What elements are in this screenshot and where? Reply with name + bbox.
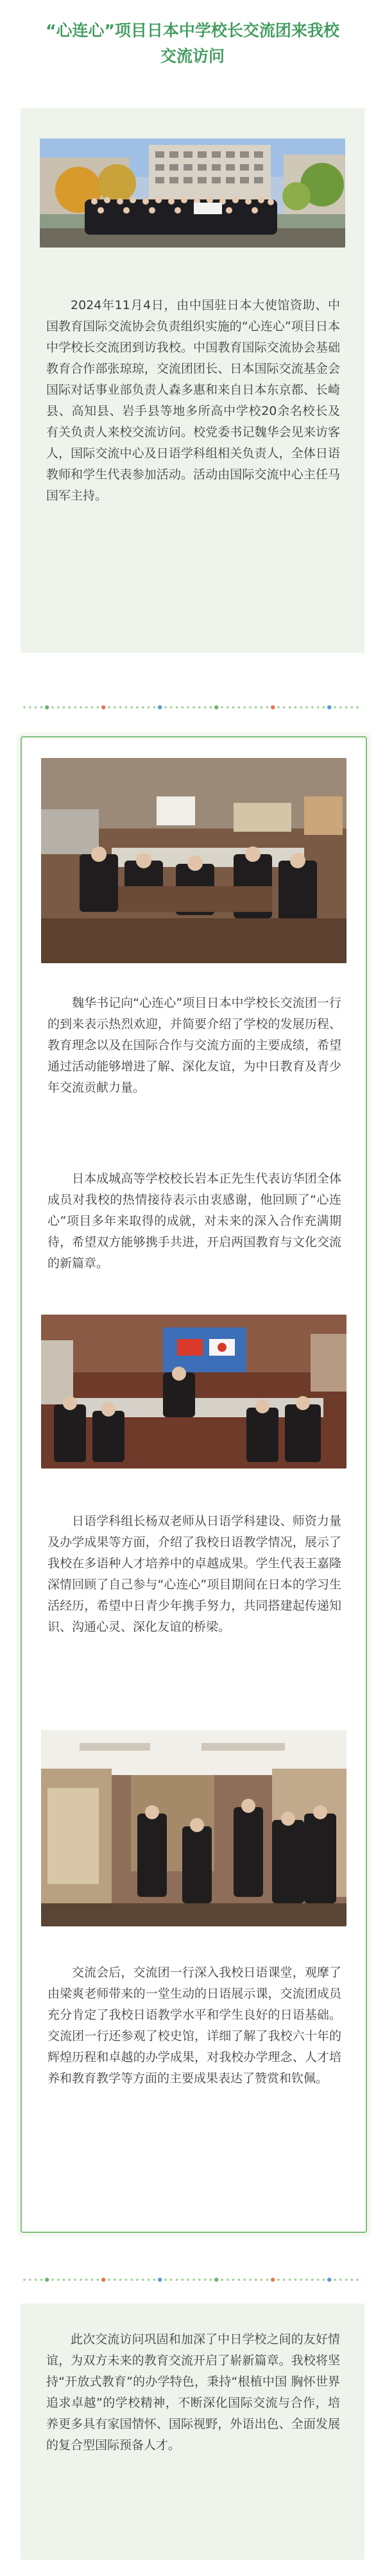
divider-dot bbox=[334, 2278, 336, 2281]
divider-dot bbox=[311, 2278, 314, 2281]
divider-dot bbox=[261, 2278, 263, 2281]
divider-dot bbox=[193, 706, 195, 709]
divider-dot bbox=[97, 2278, 99, 2281]
divider-dot bbox=[334, 706, 336, 709]
divider-dot bbox=[158, 705, 162, 709]
divider-dot bbox=[317, 2278, 320, 2281]
divider-dot bbox=[198, 2278, 201, 2281]
divider-dot bbox=[164, 2278, 167, 2281]
divider-dot bbox=[249, 706, 252, 709]
divider-dot bbox=[327, 705, 331, 709]
divider-dot bbox=[289, 2278, 291, 2281]
article-title-line2: 交流访问 bbox=[160, 47, 225, 65]
divider-dot bbox=[74, 706, 76, 709]
divider-dot bbox=[130, 2278, 133, 2281]
divider-dot bbox=[176, 2278, 178, 2281]
divider-dot bbox=[210, 2278, 212, 2281]
divider-dot bbox=[63, 706, 65, 709]
divider-dot bbox=[271, 705, 275, 709]
divider-dot bbox=[187, 2278, 189, 2281]
divider-dot bbox=[35, 2278, 37, 2281]
divider-dot bbox=[323, 706, 325, 709]
divider-dot bbox=[204, 706, 207, 709]
divider-dot bbox=[158, 2278, 162, 2282]
divider-dot bbox=[148, 706, 150, 709]
divider-dot bbox=[114, 2278, 116, 2281]
divider-dot bbox=[40, 706, 43, 709]
divider-dot bbox=[108, 2278, 110, 2281]
divider-dot bbox=[295, 706, 297, 709]
divider-dot bbox=[101, 2278, 105, 2282]
divider-dot bbox=[311, 706, 314, 709]
divider-dot bbox=[356, 706, 359, 709]
divider-dot bbox=[300, 2278, 302, 2281]
divider-dot bbox=[80, 706, 82, 709]
divider-dot bbox=[295, 2278, 297, 2281]
divider-dot bbox=[345, 706, 348, 709]
visitor-speech-paragraph: 日本成城高等学校校长岩本正先生代表访华团全体成员对我校的热情接待表示由衷感谢，他回顾了“心连心”项目多年来取得的成就，对未来的深入合作充满期待，希望双方能够携手共进，开启两国教育与文化交流的新篇章。 bbox=[47, 1172, 341, 1270]
divider-dot bbox=[23, 2278, 26, 2281]
divider-dot bbox=[125, 2278, 128, 2281]
divider-dot bbox=[182, 2278, 184, 2281]
divider-dot bbox=[101, 705, 105, 709]
divider-dot bbox=[283, 706, 286, 709]
divider-dot bbox=[91, 706, 94, 709]
intro-paragraph: 2024年11月4日，由中国驻日本大使馆资助、中国教育国际交流协会负责组织实施的“心连心”项目日本中学校长交流团到访我校。中国教育国际交流协会基础教育合作部张琼琼，交流团团长、日本国际交流基金会国际对话事业部负责人森多惠和来自日本东京都、长崎县、高知县、岩手县等地多所高中学校20余名校长及有关负责人来校交流访问。校党委书记魏华会见来访客人，国际交流中心及日语学科组相关负责人，全体日语教师和学生代表参加活动。活动由国际交流中心主任马国军主持。 bbox=[46, 298, 340, 503]
divider-dot bbox=[317, 706, 320, 709]
divider-dot bbox=[221, 706, 223, 709]
divider-dot bbox=[289, 706, 291, 709]
divider-dot bbox=[271, 2278, 275, 2282]
divider-dot bbox=[204, 2278, 207, 2281]
divider-dot bbox=[170, 2278, 173, 2281]
divider-dot bbox=[108, 706, 110, 709]
divider-dot bbox=[214, 2278, 218, 2282]
divider-dot bbox=[45, 2278, 49, 2282]
divider-dot bbox=[232, 706, 235, 709]
divider-dot bbox=[130, 706, 133, 709]
divider-dot bbox=[232, 2278, 235, 2281]
divider-dot bbox=[142, 2278, 144, 2281]
divider-dot bbox=[119, 706, 122, 709]
conclusion-card bbox=[21, 2303, 364, 2560]
divider-dot bbox=[266, 2278, 269, 2281]
divider-dot bbox=[277, 2278, 280, 2281]
divider-dot bbox=[261, 706, 263, 709]
divider-dot bbox=[238, 706, 241, 709]
divider-dot bbox=[323, 2278, 325, 2281]
divider-dot bbox=[148, 2278, 150, 2281]
divider-dot bbox=[85, 2278, 88, 2281]
divider-dot bbox=[187, 706, 189, 709]
divider-dot bbox=[351, 2278, 354, 2281]
divider-dot bbox=[97, 706, 99, 709]
teacher-student-paragraph: 日语学科组长杨双老师从日语学科建设、师资力量及办学成果等方面，介绍了我校日语教学情况，展示了我校在多语种人才培养中的卓越成果。学生代表王嘉隆深情回顾了自己参与“心连心”项目期间在日本的学习生活经历，希望中日青少年携手努力，共同搭建起传递知识、沟通心灵、深化友谊的桥梁。 bbox=[47, 1514, 341, 1634]
divider-dot bbox=[57, 2278, 60, 2281]
divider-dot bbox=[238, 2278, 241, 2281]
conclusion-paragraph: 此次交流访问巩固和加深了中日学校之间的友好情谊，为双方未来的教育交流开启了崭新篇章。我校将坚持“开放式教育”的办学特色，秉持“根植中国 胸怀世界 追求卓越”的学校精神，不断深化国际交流与合作，培养更多具有家国情怀、国际视野，外语出色、全面发展的复合型国际预备人才。 bbox=[46, 2332, 340, 2452]
divider-dot bbox=[80, 2278, 82, 2281]
divider-dot bbox=[51, 706, 54, 709]
meeting-room-photo bbox=[41, 758, 346, 963]
divider-dot bbox=[136, 2278, 139, 2281]
dot-divider-2 bbox=[22, 2277, 363, 2283]
divider-dot bbox=[339, 2278, 342, 2281]
divider-dot bbox=[255, 706, 257, 709]
divider-dot bbox=[266, 706, 269, 709]
divider-dot bbox=[29, 706, 31, 709]
divider-dot bbox=[40, 2278, 43, 2281]
divider-dot bbox=[345, 2278, 348, 2281]
article-title-line1: “心连心”项目日本中学校长交流团来我校 bbox=[46, 21, 339, 40]
group-photo bbox=[40, 139, 345, 248]
meeting-card bbox=[21, 736, 367, 2233]
divider-dot bbox=[119, 2278, 122, 2281]
divider-dot bbox=[300, 706, 302, 709]
divider-dot bbox=[45, 705, 49, 709]
divider-dot bbox=[114, 706, 116, 709]
divider-dot bbox=[29, 2278, 31, 2281]
divider-dot bbox=[153, 706, 156, 709]
divider-dot bbox=[69, 706, 71, 709]
divider-dot bbox=[136, 706, 139, 709]
divider-dot bbox=[125, 706, 128, 709]
divider-dot bbox=[164, 706, 167, 709]
divider-dot bbox=[210, 706, 212, 709]
divider-dot bbox=[339, 706, 342, 709]
divider-dot bbox=[51, 2278, 54, 2281]
divider-dot bbox=[227, 706, 229, 709]
presentation-photo bbox=[41, 1315, 346, 1469]
divider-dot bbox=[142, 706, 144, 709]
divider-dot bbox=[243, 706, 246, 709]
divider-dot bbox=[74, 2278, 76, 2281]
divider-dot bbox=[193, 2278, 195, 2281]
divider-dot bbox=[69, 2278, 71, 2281]
divider-dot bbox=[35, 706, 37, 709]
divider-dot bbox=[277, 706, 280, 709]
divider-dot bbox=[57, 706, 60, 709]
divider-dot bbox=[182, 706, 184, 709]
intro-card bbox=[21, 108, 364, 653]
divider-dot bbox=[23, 706, 26, 709]
divider-dot bbox=[305, 2278, 308, 2281]
divider-dot bbox=[227, 2278, 229, 2281]
divider-dot bbox=[327, 2278, 331, 2282]
divider-dot bbox=[283, 2278, 286, 2281]
classroom-visit-paragraph: 交流会后，交流团一行深入我校日语课堂，观摩了由梁爽老师带来的一堂生动的日语展示课，交流团成员充分肯定了我校日语教学水平和学生良好的日语基础。交流团一行还参观了校史馆，详细了解了我校六十年的辉煌历程和卓越的办学成果，对我校办学理念、人才培养和教育教学等方面的主要成果表达了赞赏和钦佩。 bbox=[47, 1966, 341, 2085]
divider-dot bbox=[243, 2278, 246, 2281]
article-title bbox=[13, 18, 372, 69]
divider-dot bbox=[305, 706, 308, 709]
welcome-paragraph: 魏华书记向“心连心”项目日本中学校长交流团一行的到来表示热烈欢迎，并简要介绍了学校的发展历程、教育理念以及在国际合作与交流方面的主要成绩，希望通过活动能够增进了解、深化友谊，为中日教育及青少年交流贡献力量。 bbox=[47, 996, 341, 1095]
divider-dot bbox=[249, 2278, 252, 2281]
divider-dot bbox=[221, 2278, 223, 2281]
divider-dot bbox=[63, 2278, 65, 2281]
divider-dot bbox=[351, 706, 354, 709]
divider-dot bbox=[176, 706, 178, 709]
divider-dot bbox=[170, 706, 173, 709]
divider-dot bbox=[255, 2278, 257, 2281]
divider-dot bbox=[85, 706, 88, 709]
divider-dot bbox=[153, 2278, 156, 2281]
divider-dot bbox=[198, 706, 201, 709]
divider-dot bbox=[91, 2278, 94, 2281]
divider-dot bbox=[214, 705, 218, 709]
dot-divider bbox=[22, 704, 363, 711]
divider-dot bbox=[356, 2278, 359, 2281]
school-history-museum-photo bbox=[41, 1730, 346, 1926]
